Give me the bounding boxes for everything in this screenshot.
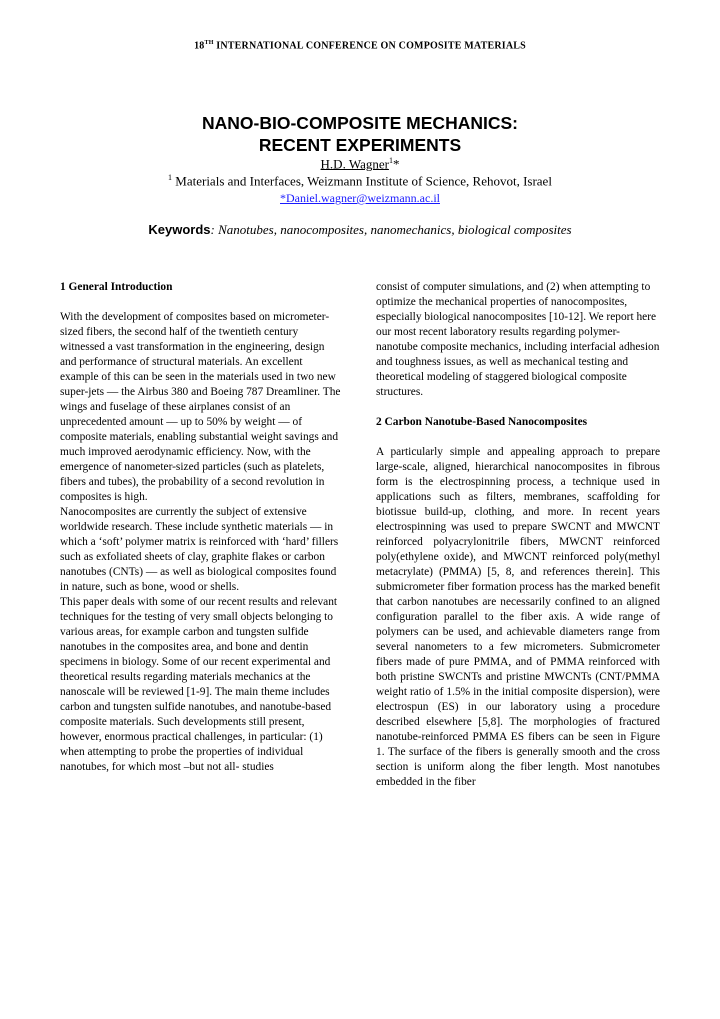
header-superscript: TH	[204, 40, 214, 46]
author-affil-sup: 1	[388, 156, 393, 165]
affiliation-sup: 1	[168, 173, 173, 182]
left-paragraph-2: Nanocomposites are currently the subject of extensive worldwide research. These include synthetic materials — in which a ‘soft’ polymer matrix is reinforced with ‘hard’ fillers such as exfoliated sheets of clay, graphite flakes or carbon nanotubes (CNTs) — as well as biological composites found in nature, such as bone, wood or shells.	[60, 506, 339, 593]
header-text: INTERNATIONAL CONFERENCE ON COMPOSITE MATERIALS	[213, 40, 526, 52]
paper-title	[0, 112, 720, 156]
keywords-line	[0, 222, 720, 238]
left-column	[60, 280, 343, 775]
title-line-1: NANO-BIO-COMPOSITE MECHANICS:	[202, 113, 518, 133]
right-paragraph-1: A particularly simple and appealing approach to prepare large-scale, aligned, hierarchical nanocomposites in fibrous form is the electrospinning process, a technique used in applications such as filters, membranes, scaffolding for biotissue build-up, clothing, and more. In recent years electrospinning was used to prepare SWCNT and MWCNT reinforced polyacrylonitrile fibers, MWCNT reinforced poly(ethylene oxide), and MWCNT reinforced poly(methyl metacrylate) (PMMA) [5, 8, and references therein]. This submicrometer fiber formation process has the marked benefit that carbon nanotubes are necessarily confined to an aligned configuration parallel to the fiber axis. A wide range of polymers can be used, and achievable diameters range from several nanometers to a few micrometers. Submicrometer fibers made of pure PMMA, and of PMMA reinforced with both pristine SWCNTs and pristine MWCNTs (CNT/PMMA weight ratio of 1.5% in the initial composite dispersion), were electrospun (ES) in our laboratory using a procedure described elsewhere [5,8]. The morphologies of fractured nanotube-reinforced PMMA ES fibers can be seen in Figure 1. The surface of the fibers is generally smooth and the cross section is uniform along the fiber length. Most nanotubes embedded in the fiber	[376, 446, 660, 788]
affiliation-text: Materials and Interfaces, Weizmann Institute of Science, Rehovot, Israel	[172, 173, 552, 189]
right-intro-paragraph: consist of computer simulations, and (2) when attempting to optimize the mechanical properties of nanocomposites, especially biological nanocomposites [10-12]. We report here our most recent laboratory results regarding polymer-nanotube composite mechanics, including interfacial adhesion and toughness issues, as well as mechanical testing and theoretical modeling of staggered biological composite structures.	[376, 281, 660, 398]
author-name: H.D. Wagner	[320, 156, 389, 172]
left-paragraph-3: This paper deals with some of our recent results and relevant techniques for the testing of very small objects belonging to various areas, for example carbon and tungsten sulfide nanotubes in the composites area, and bone and dentin specimens in biology. Some of our recent experimental and theoretical results regarding materials mechanics at the nanoscale will be reviewed [1-9]. The main theme includes carbon and tungsten sulfide nanotubes, and nanotube-based composite materials. Such developments still present, however, enormous practical challenges, in particular: (1) when attempting to probe the properties of individual nanotubes, for which most –but not all- studies	[60, 596, 338, 773]
keywords-text: : Nanotubes, nanocomposites, nanomechanics, biological composites	[210, 222, 572, 237]
title-line-2: RECENT EXPERIMENTS	[258, 135, 462, 155]
email-link[interactable]: *Daniel.wagner@weizmann.ac.il	[280, 191, 440, 205]
left-paragraph-1: With the development of composites based on micrometer-sized fibers, the second half of the twentieth century witnessed a vast transformation in the engineering, design and performance of structural materials. An excellent example of this can be seen in the materials used in two new super-jets — the Airbus 380 and Boeing 787 Dreamliner. The wings and fuselage of these airplanes consist of an unprecedented amount — up to 50% by weight — of composite materials, enabling substantial weight savings and much improved aerodynamic efficiency. Now, with the emergence of nanometer-sized particles (such as platelets, fibers and tubes), the probability of a second revolution in composites is high.	[60, 311, 341, 503]
conference-header	[0, 40, 720, 51]
section-2-heading: 2 Carbon Nanotube-Based Nanocomposites	[376, 416, 588, 428]
author-line	[0, 156, 720, 172]
header-number: 18	[194, 40, 205, 52]
email-line	[0, 191, 720, 206]
keywords-label: Keywords	[148, 222, 211, 237]
affiliation-line	[0, 173, 720, 189]
right-column	[376, 280, 660, 790]
section-1-heading: 1 General Introduction	[60, 281, 173, 293]
author-suffix: *	[392, 156, 400, 172]
